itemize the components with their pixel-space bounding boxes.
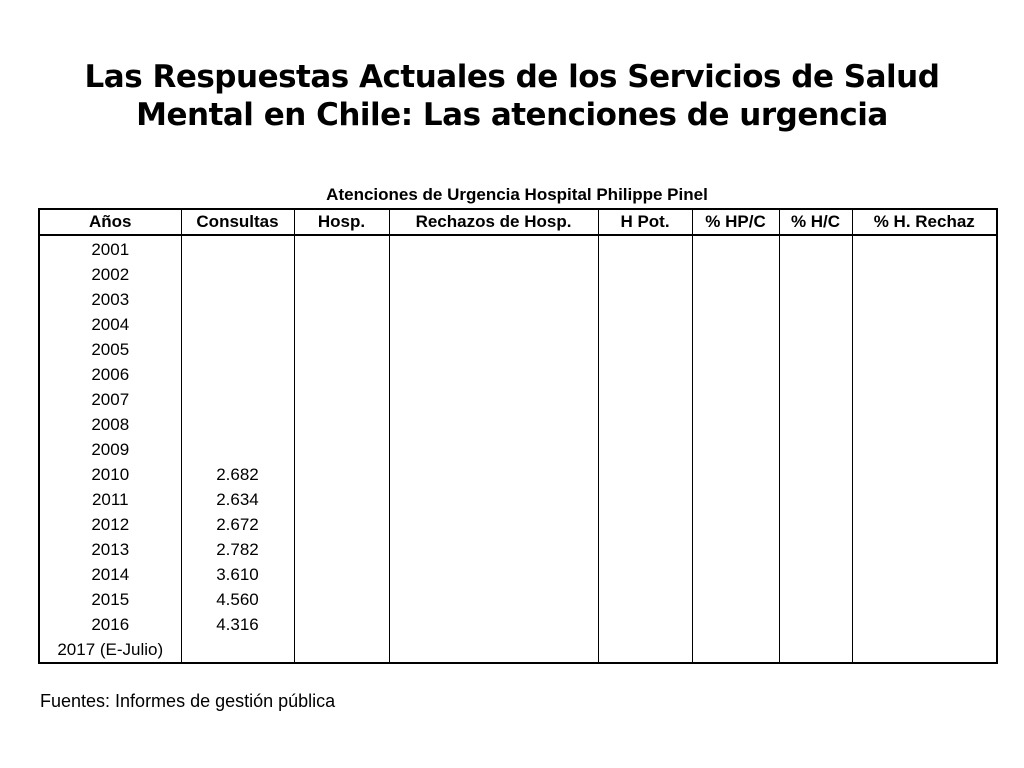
cell-h-pot <box>598 537 692 562</box>
cell-hosp <box>294 637 389 663</box>
header-pct-hp-c: % HP/C <box>692 209 779 235</box>
cell-year: 2015 <box>39 587 181 612</box>
cell-year: 2003 <box>39 287 181 312</box>
cell-pct-h-rechaz <box>852 262 997 287</box>
cell-pct-h-c <box>779 612 852 637</box>
cell-consultas <box>181 412 294 437</box>
cell-pct-h-rechaz <box>852 412 997 437</box>
urgency-visits-table <box>38 208 998 664</box>
cell-pct-h-c <box>779 262 852 287</box>
cell-rechazos <box>389 537 598 562</box>
cell-pct-h-rechaz <box>852 562 997 587</box>
slide-title-line-1: Las Respuestas Actuales de los Servicios de Salud <box>84 59 940 95</box>
slide-title <box>0 58 1024 134</box>
cell-rechazos <box>389 437 598 462</box>
cell-pct-h-rechaz <box>852 387 997 412</box>
cell-year: 2004 <box>39 312 181 337</box>
cell-pct-hp-c <box>692 337 779 362</box>
cell-year: 2017 (E-Julio) <box>39 637 181 663</box>
cell-h-pot <box>598 287 692 312</box>
cell-rechazos <box>389 412 598 437</box>
cell-hosp <box>294 235 389 262</box>
cell-hosp <box>294 487 389 512</box>
cell-year: 2001 <box>39 235 181 262</box>
cell-pct-h-rechaz <box>852 462 997 487</box>
table-row <box>39 387 997 412</box>
cell-pct-h-rechaz <box>852 512 997 537</box>
cell-pct-hp-c <box>692 487 779 512</box>
cell-hosp <box>294 312 389 337</box>
cell-pct-h-c <box>779 512 852 537</box>
header-hosp: Hosp. <box>294 209 389 235</box>
header-pct-h-c: % H/C <box>779 209 852 235</box>
table-row <box>39 362 997 387</box>
header-anos: Años <box>39 209 181 235</box>
cell-consultas <box>181 287 294 312</box>
cell-pct-hp-c <box>692 262 779 287</box>
table-row <box>39 235 997 262</box>
cell-pct-hp-c <box>692 512 779 537</box>
cell-year: 2010 <box>39 462 181 487</box>
cell-pct-h-rechaz <box>852 312 997 337</box>
cell-rechazos <box>389 637 598 663</box>
cell-h-pot <box>598 462 692 487</box>
cell-pct-h-c <box>779 337 852 362</box>
cell-rechazos <box>389 287 598 312</box>
table-row <box>39 637 997 663</box>
cell-year: 2014 <box>39 562 181 587</box>
cell-hosp <box>294 437 389 462</box>
cell-h-pot <box>598 262 692 287</box>
cell-h-pot <box>598 437 692 462</box>
header-rechazos: Rechazos de Hosp. <box>389 209 598 235</box>
table-caption: Atenciones de Urgencia Hospital Philippe Pinel <box>326 185 708 204</box>
cell-pct-h-rechaz <box>852 235 997 262</box>
cell-h-pot <box>598 235 692 262</box>
cell-h-pot <box>598 562 692 587</box>
cell-consultas <box>181 387 294 412</box>
table-row <box>39 287 997 312</box>
table-header-row <box>39 209 997 235</box>
cell-consultas: 2.682 <box>181 462 294 487</box>
cell-pct-h-c <box>779 312 852 337</box>
cell-consultas: 2.672 <box>181 512 294 537</box>
cell-h-pot <box>598 487 692 512</box>
cell-pct-h-rechaz <box>852 362 997 387</box>
cell-rechazos <box>389 362 598 387</box>
cell-h-pot <box>598 362 692 387</box>
cell-year: 2009 <box>39 437 181 462</box>
table-row <box>39 612 997 637</box>
cell-pct-h-rechaz <box>852 587 997 612</box>
table-row <box>39 337 997 362</box>
cell-pct-hp-c <box>692 612 779 637</box>
cell-year: 2002 <box>39 262 181 287</box>
cell-consultas: 4.316 <box>181 612 294 637</box>
table-body <box>39 235 997 663</box>
cell-pct-hp-c <box>692 387 779 412</box>
cell-year: 2005 <box>39 337 181 362</box>
cell-pct-hp-c <box>692 287 779 312</box>
table-row <box>39 487 997 512</box>
cell-h-pot <box>598 337 692 362</box>
cell-year: 2006 <box>39 362 181 387</box>
cell-pct-h-c <box>779 362 852 387</box>
cell-pct-hp-c <box>692 312 779 337</box>
cell-year: 2016 <box>39 612 181 637</box>
cell-pct-hp-c <box>692 537 779 562</box>
cell-consultas: 4.560 <box>181 587 294 612</box>
cell-pct-hp-c <box>692 462 779 487</box>
footer-source: Fuentes: Informes de gestión pública <box>40 691 336 711</box>
cell-pct-h-c <box>779 637 852 663</box>
cell-rechazos <box>389 487 598 512</box>
cell-hosp <box>294 287 389 312</box>
cell-pct-h-rechaz <box>852 612 997 637</box>
cell-pct-hp-c <box>692 587 779 612</box>
table-row <box>39 462 997 487</box>
cell-rechazos <box>389 312 598 337</box>
cell-consultas <box>181 312 294 337</box>
cell-pct-h-c <box>779 487 852 512</box>
slide-title-line-2: Mental en Chile: Las atenciones de urgencia <box>136 97 888 133</box>
cell-pct-h-rechaz <box>852 287 997 312</box>
cell-rechazos <box>389 587 598 612</box>
table-row <box>39 312 997 337</box>
table-row <box>39 262 997 287</box>
cell-pct-hp-c <box>692 362 779 387</box>
cell-pct-h-c <box>779 412 852 437</box>
cell-year: 2008 <box>39 412 181 437</box>
header-pct-h-rechaz: % H. Rechaz <box>852 209 997 235</box>
cell-rechazos <box>389 262 598 287</box>
cell-hosp <box>294 362 389 387</box>
cell-pct-h-c <box>779 437 852 462</box>
cell-pct-hp-c <box>692 562 779 587</box>
cell-pct-h-c <box>779 387 852 412</box>
cell-h-pot <box>598 412 692 437</box>
cell-rechazos <box>389 235 598 262</box>
cell-rechazos <box>389 337 598 362</box>
cell-h-pot <box>598 637 692 663</box>
cell-hosp <box>294 612 389 637</box>
cell-rechazos <box>389 387 598 412</box>
cell-pct-h-c <box>779 462 852 487</box>
cell-consultas <box>181 262 294 287</box>
cell-hosp <box>294 412 389 437</box>
cell-consultas <box>181 637 294 663</box>
cell-pct-hp-c <box>692 637 779 663</box>
cell-hosp <box>294 537 389 562</box>
cell-pct-h-c <box>779 537 852 562</box>
cell-rechazos <box>389 462 598 487</box>
cell-pct-h-c <box>779 562 852 587</box>
cell-hosp <box>294 562 389 587</box>
cell-pct-h-c <box>779 587 852 612</box>
table-row <box>39 412 997 437</box>
cell-pct-h-rechaz <box>852 537 997 562</box>
cell-h-pot <box>598 387 692 412</box>
cell-rechazos <box>389 612 598 637</box>
cell-rechazos <box>389 512 598 537</box>
cell-pct-h-rechaz <box>852 437 997 462</box>
cell-hosp <box>294 587 389 612</box>
cell-consultas: 2.782 <box>181 537 294 562</box>
cell-hosp <box>294 462 389 487</box>
cell-pct-h-c <box>779 235 852 262</box>
cell-rechazos <box>389 562 598 587</box>
cell-consultas <box>181 362 294 387</box>
table-row <box>39 562 997 587</box>
cell-consultas <box>181 235 294 262</box>
cell-h-pot <box>598 612 692 637</box>
cell-pct-hp-c <box>692 437 779 462</box>
cell-consultas: 2.634 <box>181 487 294 512</box>
cell-h-pot <box>598 512 692 537</box>
cell-h-pot <box>598 587 692 612</box>
cell-year: 2011 <box>39 487 181 512</box>
table-row <box>39 537 997 562</box>
cell-pct-h-c <box>779 287 852 312</box>
cell-year: 2013 <box>39 537 181 562</box>
cell-pct-h-rechaz <box>852 487 997 512</box>
cell-pct-hp-c <box>692 235 779 262</box>
cell-hosp <box>294 512 389 537</box>
cell-hosp <box>294 387 389 412</box>
cell-year: 2012 <box>39 512 181 537</box>
header-h-pot: H Pot. <box>598 209 692 235</box>
cell-consultas <box>181 337 294 362</box>
table-row <box>39 587 997 612</box>
cell-pct-h-rechaz <box>852 337 997 362</box>
header-consultas: Consultas <box>181 209 294 235</box>
table-row <box>39 512 997 537</box>
cell-pct-hp-c <box>692 412 779 437</box>
cell-year: 2007 <box>39 387 181 412</box>
cell-consultas: 3.610 <box>181 562 294 587</box>
table-row <box>39 437 997 462</box>
cell-consultas <box>181 437 294 462</box>
cell-h-pot <box>598 312 692 337</box>
cell-pct-h-rechaz <box>852 637 997 663</box>
cell-hosp <box>294 262 389 287</box>
cell-hosp <box>294 337 389 362</box>
